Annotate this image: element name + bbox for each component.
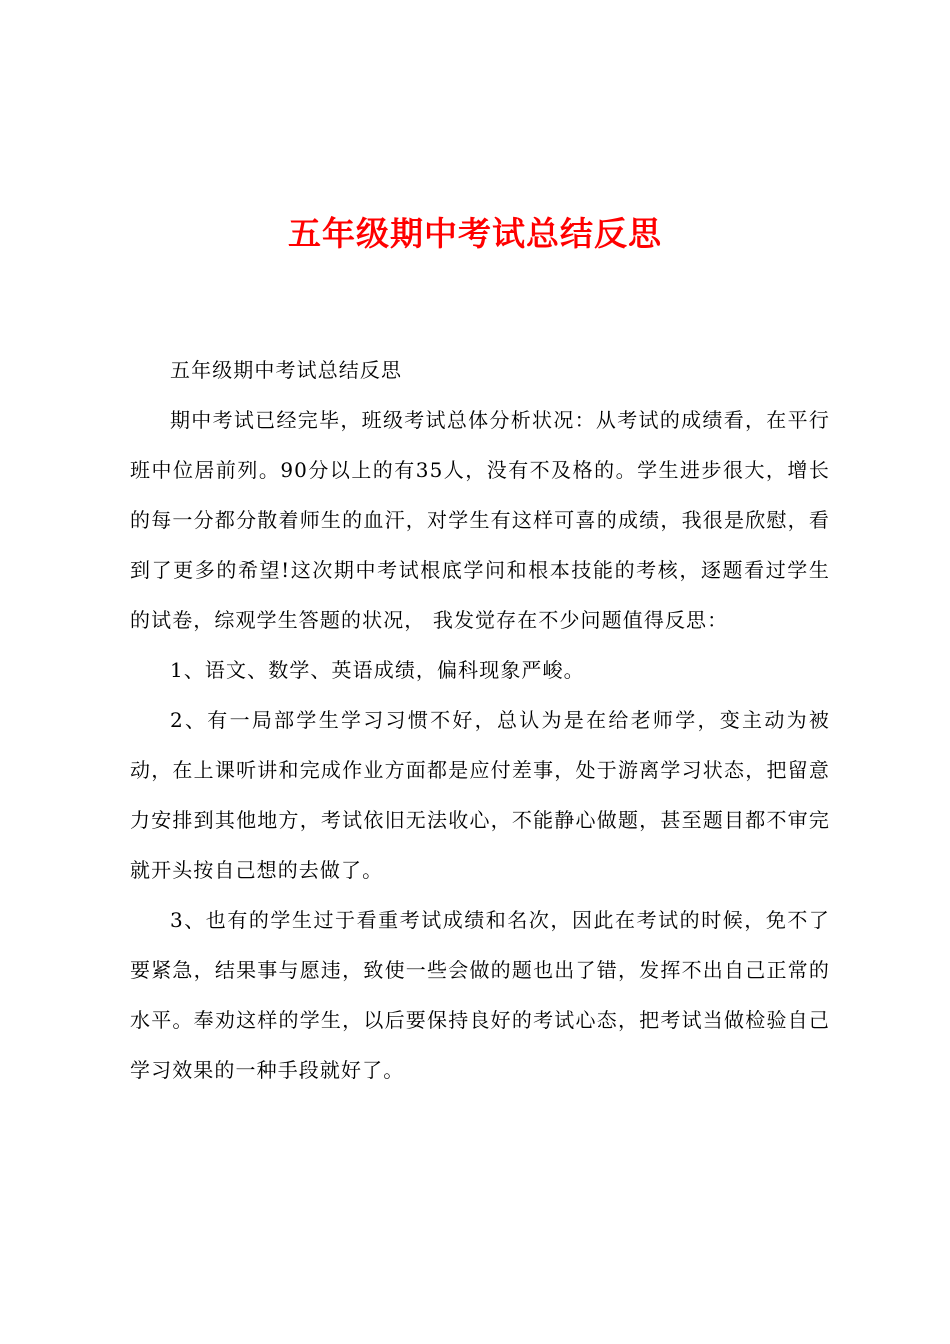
paragraph-intro: 期中考试已经完毕，班级考试总体分析状况：从考试的成绩看，在平行班中位居前列。90分以上的有35人，没有不及格的。学生进步很大，增长的每一分都分散着师生的血汗，对学生有这样可喜的成绩，我很是欣慰，看到了更多的希望!这次期中考试根底学问和根本技能的考核，逐题看过学生的试卷，综观学生答题的状况， 我发觉存在不少问题值得反思： [130, 408, 830, 632]
paragraph-point-1: 1、语文、数学、英语成绩，偏科现象严峻。 [170, 658, 585, 682]
paragraph-point-3: 3、也有的学生过于看重考试成绩和名次，因此在考试的时候，免不了要紧急，结果事与愿违，致使一些会做的题也出了错，发挥不出自己正常的水平。奉劝这样的学生，以后要保持良好的考试心态，把考试当做检验自己学习效果的一种手段就好了。 [130, 908, 830, 1082]
paragraph-subtitle: 五年级期中考试总结反思 [170, 358, 403, 382]
paragraph-point-2: 2、有一局部学生学习习惯不好，总认为是在给老师学，变主动为被动，在上课听讲和完成作业方面都是应付差事，处于游离学习状态，把留意力安排到其他地方，考试依旧无法收心，不能静心做题，甚至题目都不审完就开头按自己想的去做了。 [130, 708, 830, 882]
document-title: 五年级期中考试总结反思 [288, 214, 662, 253]
document-body [130, 345, 830, 1095]
